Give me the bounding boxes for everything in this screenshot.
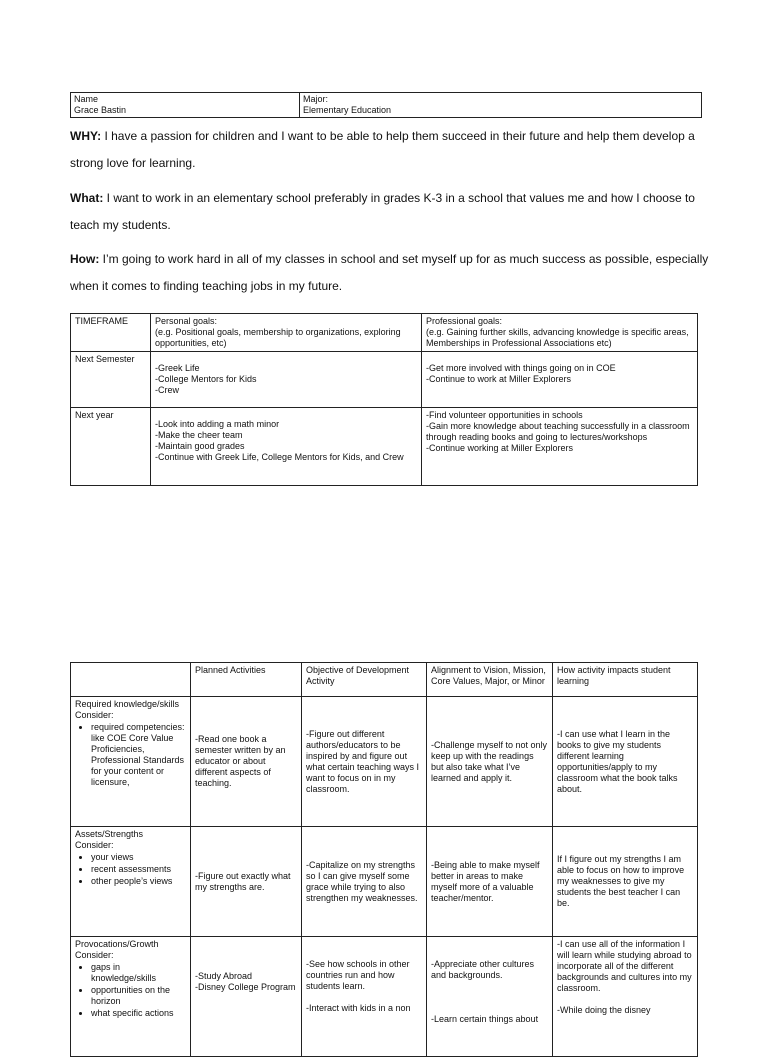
dev-header-cell: How activity impacts student learning	[553, 663, 698, 697]
professional-goal-item: -Find volunteer opportunities in schools	[426, 410, 583, 420]
timeframe-cell: Next Semester	[71, 352, 151, 408]
goals-row-next-semester	[71, 352, 698, 408]
goals-row-next-year	[71, 408, 698, 486]
why-label: WHY:	[70, 129, 102, 143]
dev-row-bullets	[75, 962, 186, 1019]
alignment-cell: -Challenge myself to not only keep up with the readings but also take what I’ve learned and apply it.	[427, 697, 553, 827]
list-item: • opportunities on the horizon	[91, 985, 186, 1007]
impact-cell: -I can use what I learn in the books to give my students different learning opportunities/apply to my classroom what the book talks about.	[553, 697, 698, 827]
personal-goal-item: -Make the cheer team	[155, 430, 243, 440]
planned-activities-cell: -Study Abroad -Disney College Program	[191, 937, 302, 1057]
how-text: I’m going to work hard in all of my classes in school and set myself up for as much success as possible, especially when it comes to finding teaching jobs in my future.	[70, 252, 709, 293]
personal-goals-title: Personal goals:	[155, 316, 218, 326]
personal-goal-item: -Look into adding a math minor	[155, 419, 280, 429]
personal-goal-item: -Continue with Greek Life, College Mentors for Kids, and Crew	[155, 452, 404, 462]
dev-header-cell: Planned Activities	[191, 663, 302, 697]
professional-goals-header	[422, 314, 698, 352]
professional-goal-item: -Continue to work at Miller Explorers	[426, 374, 572, 384]
timeframe-header: TIMEFRAME	[71, 314, 151, 352]
why-statement	[70, 123, 710, 177]
list-item: • your views	[91, 852, 186, 863]
professional-goals-desc: (e.g. Gaining further skills, advancing knowledge is specific areas, Memberships in Professional Associations etc)	[426, 327, 689, 348]
name-label: Name	[74, 94, 99, 104]
professional-goal-item: -Gain more knowledge about teaching successfully in a classroom through reading books and going to lectures/workshops	[426, 421, 690, 442]
goals-header-row	[71, 314, 698, 352]
how-label: How:	[70, 252, 100, 266]
personal-goals-cell	[151, 408, 422, 486]
dev-row-label-cell	[71, 827, 191, 937]
list-item: • other people’s views	[91, 876, 186, 887]
dev-header-row	[71, 663, 698, 697]
objective-cell: -Capitalize on my strengths so I can give myself some grace while trying to also strengthen my weaknesses.	[302, 827, 427, 937]
list-item: • required competencies: like COE Core Value Proficiencies, Professional Standards for your content or licensure,	[91, 722, 186, 788]
impact-cell: -I can use all of the information I will learn while studying abroad to incorporate all of the different backgrounds and cultures into my classroom. -While doing the disney	[553, 937, 698, 1057]
alignment-cell: -Appreciate other cultures and backgrounds. -Learn certain things about	[427, 937, 553, 1057]
list-item: • recent assessments	[91, 864, 186, 875]
professional-goal-item: -Get more involved with things going on in COE	[426, 363, 616, 373]
personal-goal-item: -College Mentors for Kids	[155, 374, 257, 384]
professional-goals-title: Professional goals:	[426, 316, 503, 326]
how-statement	[70, 246, 710, 300]
personal-goals-cell	[151, 352, 422, 408]
personal-goal-item: -Crew	[155, 385, 179, 395]
personal-goal-item: -Maintain good grades	[155, 441, 245, 451]
impact-cell: If I figure out my strengths I am able to focus on how to improve my weaknesses to give my students the best teacher I can be.	[553, 827, 698, 937]
list-item: • what specific actions	[91, 1008, 186, 1019]
professional-goals-cell	[422, 352, 698, 408]
dev-header-cell: Alignment to Vision, Mission, Core Values, Major, or Minor	[427, 663, 553, 697]
objective-cell: -Figure out different authors/educators to be inspired by and figure out what certain teaching ways I want to focus on in my classroom.	[302, 697, 427, 827]
personal-goals-header	[151, 314, 422, 352]
name-value: Grace Bastin	[74, 105, 127, 115]
dev-row-label-cell	[71, 937, 191, 1057]
professional-goals-cell	[422, 408, 698, 486]
major-value: Elementary Education	[303, 105, 392, 115]
dev-row-title: Required knowledge/skills	[75, 699, 180, 709]
dev-row-title: Assets/Strengths	[75, 829, 144, 839]
dev-row-bullets	[75, 722, 186, 788]
personal-goals-desc: (e.g. Positional goals, membership to organizations, exploring opportunities, etc)	[155, 327, 401, 348]
dev-row-consider: Consider:	[75, 710, 114, 720]
dev-row-required-knowledge	[71, 697, 698, 827]
objective-cell: -See how schools in other countries run and how students learn. -Interact with kids in a non	[302, 937, 427, 1057]
name-cell	[71, 93, 300, 118]
timeframe-cell: Next year	[71, 408, 151, 486]
goals-table	[70, 313, 698, 486]
planned-activities-cell: -Read one book a semester written by an educator or about different aspects of teaching.	[191, 697, 302, 827]
development-table	[70, 662, 698, 1057]
professional-goal-item: -Continue working at Miller Explorers	[426, 443, 574, 453]
dev-row-bullets	[75, 852, 186, 887]
what-statement	[70, 185, 710, 239]
major-label: Major:	[303, 94, 329, 104]
dev-row-provocations-growth	[71, 937, 698, 1057]
personal-goal-item: -Greek Life	[155, 363, 200, 373]
dev-corner-cell	[71, 663, 191, 697]
header-table	[70, 92, 702, 118]
dev-row-consider: Consider:	[75, 950, 114, 960]
why-text: I have a passion for children and I want to be able to help them succeed in their future and help them develop a strong love for learning.	[70, 129, 695, 170]
dev-header-cell: Objective of Development Activity	[302, 663, 427, 697]
dev-row-label-cell	[71, 697, 191, 827]
dev-row-assets-strengths	[71, 827, 698, 937]
alignment-cell: -Being able to make myself better in areas to make myself more of a valuable teacher/mentor.	[427, 827, 553, 937]
dev-row-consider: Consider:	[75, 840, 114, 850]
planned-activities-cell: -Figure out exactly what my strengths are.	[191, 827, 302, 937]
what-label: What:	[70, 191, 104, 205]
list-item: • gaps in knowledge/skills	[91, 962, 186, 984]
major-cell	[300, 93, 702, 118]
dev-row-title: Provocations/Growth	[75, 939, 159, 949]
what-text: I want to work in an elementary school preferably in grades K-3 in a school that values me and how I choose to teach my students.	[70, 191, 695, 232]
